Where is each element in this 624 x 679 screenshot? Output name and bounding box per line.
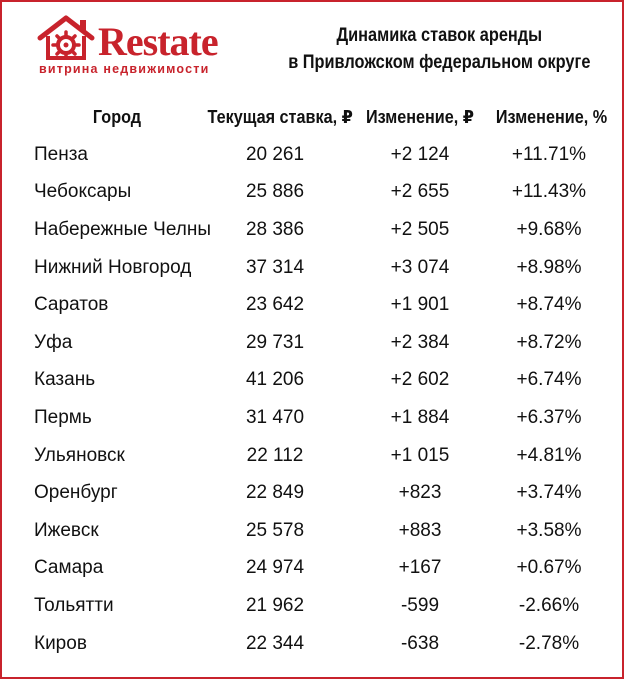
cell-city: Ижевск — [34, 519, 99, 541]
cell-rate: 41 206 — [245, 369, 305, 391]
cell-rate: 20 261 — [245, 143, 305, 165]
cell-city: Пенза — [34, 143, 88, 165]
table-row — [34, 174, 608, 212]
cell-rate: 25 578 — [245, 519, 305, 541]
cell-change-rub: -599 — [400, 594, 440, 616]
cell-change-rub: +2 655 — [390, 181, 450, 203]
page-title — [288, 22, 590, 76]
cell-change-rub: +2 505 — [390, 218, 450, 240]
table-header-row — [34, 98, 608, 136]
cell-city: Пермь — [34, 406, 92, 428]
table-row — [34, 211, 608, 249]
table-body — [34, 136, 608, 662]
cell-rate: 24 974 — [245, 557, 305, 579]
table-row — [34, 249, 608, 287]
cell-change-pct: +6.74% — [516, 369, 582, 391]
house-gear-icon — [36, 14, 100, 62]
cell-change-rub: -638 — [400, 632, 440, 654]
cell-city: Тольятти — [34, 594, 114, 616]
table-row — [34, 399, 608, 437]
cell-rate: 22 849 — [245, 482, 305, 504]
cell-rate: 23 642 — [245, 294, 305, 316]
cell-change-rub: +2 124 — [390, 143, 450, 165]
cell-city: Уфа — [34, 331, 73, 353]
cell-change-rub: +3 074 — [390, 256, 450, 278]
cell-city: Набережные Челны — [34, 218, 211, 240]
title-line-2: в Привложском федеральном округе — [287, 52, 590, 73]
cell-change-rub: +883 — [398, 519, 442, 541]
cell-city: Ульяновск — [34, 444, 125, 466]
cell-change-pct: +0.67% — [516, 557, 582, 579]
column-header-change-rub: Изменение, ₽ — [365, 106, 475, 127]
cell-change-pct: +4.81% — [516, 444, 582, 466]
cell-change-pct: +11.71% — [511, 143, 587, 165]
cell-city: Самара — [34, 557, 104, 579]
table-row — [34, 625, 608, 663]
cell-rate: 37 314 — [245, 256, 305, 278]
cell-change-pct: +8.98% — [516, 256, 582, 278]
cell-change-rub: +1 015 — [390, 444, 450, 466]
cell-city: Казань — [34, 369, 96, 391]
cell-change-rub: +167 — [398, 557, 442, 579]
logo-tagline: витрина недвижимости — [39, 62, 210, 76]
cell-rate: 25 886 — [245, 181, 305, 203]
table-row — [34, 512, 608, 550]
table-row — [34, 437, 608, 475]
table-row — [34, 474, 608, 512]
logo-brand-name: Restate — [98, 19, 218, 64]
column-header-city: Город — [92, 106, 142, 127]
cell-rate: 21 962 — [245, 594, 305, 616]
cell-change-pct: +3.74% — [516, 482, 582, 504]
cell-change-pct: -2.66% — [518, 594, 580, 616]
cell-change-pct: +9.68% — [516, 218, 582, 240]
cell-change-rub: +823 — [398, 482, 442, 504]
cell-change-rub: +2 602 — [390, 369, 450, 391]
cell-city: Чебоксары — [34, 181, 132, 203]
rent-rates-table — [34, 98, 608, 662]
cell-rate: 31 470 — [245, 406, 305, 428]
cell-rate: 28 386 — [245, 218, 305, 240]
cell-city: Саратов — [34, 294, 109, 316]
table-row — [34, 550, 608, 588]
cell-change-pct: +11.43% — [511, 181, 587, 203]
cell-rate: 29 731 — [245, 331, 305, 353]
cell-city: Нижний Новгород — [34, 256, 192, 278]
table-row — [34, 587, 608, 625]
table-row — [34, 362, 608, 400]
cell-change-pct: +8.74% — [516, 294, 582, 316]
column-header-rate: Текущая ставка, ₽ — [207, 106, 353, 127]
column-header-change-pct: Изменение, % — [495, 106, 608, 127]
cell-change-pct: +3.58% — [516, 519, 582, 541]
table-row — [34, 136, 608, 174]
restate-logo — [36, 12, 246, 82]
cell-change-pct: +8.72% — [516, 331, 582, 353]
cell-rate: 22 344 — [245, 632, 305, 654]
table-row — [34, 324, 608, 362]
cell-change-pct: +6.37% — [516, 406, 582, 428]
cell-change-rub: +1 901 — [390, 294, 450, 316]
cell-city: Оренбург — [34, 482, 118, 504]
cell-change-rub: +1 884 — [390, 406, 450, 428]
table-row — [34, 286, 608, 324]
cell-change-pct: -2.78% — [518, 632, 580, 654]
cell-change-rub: +2 384 — [390, 331, 450, 353]
title-line-1: Динамика ставок аренды — [336, 25, 542, 46]
cell-city: Киров — [34, 632, 87, 654]
cell-rate: 22 112 — [246, 444, 304, 466]
